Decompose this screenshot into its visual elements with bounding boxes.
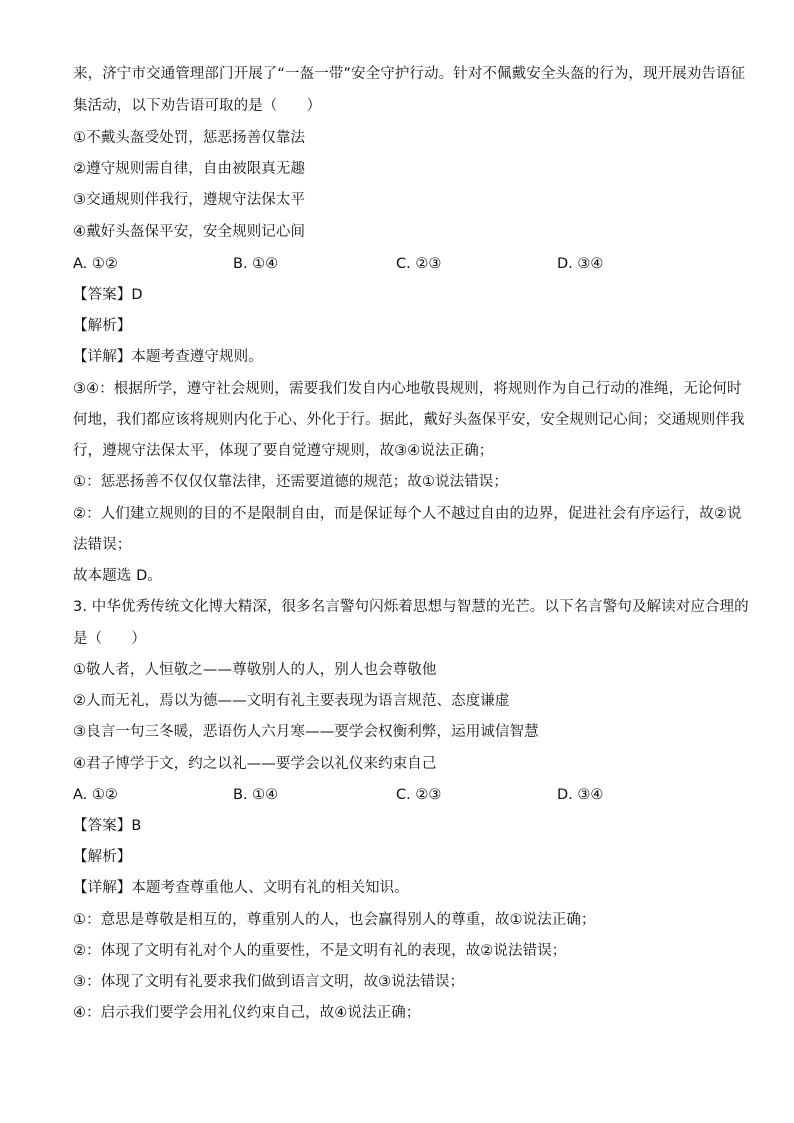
q3-item-2: ②人而无礼，焉以为德——文明有礼主要表现为语言规范、态度谦虚 xyxy=(73,693,510,709)
q3-option-b: B. ①④ xyxy=(233,787,279,803)
q3-item-1: ①敬人者，人恒敬之——尊敬别人的人，别人也会尊敬他 xyxy=(73,662,437,678)
q2-item-1: ①不戴头盔受处罚，惩恶扬善仅靠法 xyxy=(73,130,306,146)
q2-item-3: ③交通规则伴我行，遵规守法保太平 xyxy=(73,192,306,208)
q3-option-c: C. ②③ xyxy=(396,787,442,803)
q3-option-d: D. ③④ xyxy=(557,787,604,803)
q2-detail-line-3: 何地，我们都应该将规则内化于心、外化于行。据此，戴好头盔保平安，安全规则记心间；交通规则伴我 xyxy=(73,412,745,428)
q3-detail-line-5: ④：启示我们要学会用礼仪约束自己，故④说法正确； xyxy=(73,1005,421,1021)
q2-detail-line-8: 故本题选 D。 xyxy=(73,568,162,584)
q2-detail-line-1: 【详解】本题考查遵守规则。 xyxy=(73,349,263,365)
q2-stem-line-1: 来，济宁市交通管理部门开展了“一盔一带”安全守护行动。针对不佩戴安全头盔的行为，现开展劝告语征 xyxy=(73,66,746,82)
q3-item-3: ③良言一句三冬暖，恶语伤人六月寒——要学会权衡利弊，运用诚信智慧 xyxy=(73,724,539,740)
q2-option-d: D. ③④ xyxy=(557,256,604,272)
q2-option-a: A. ①② xyxy=(73,256,118,272)
q2-detail-line-2: ③④：根据所学，遵守社会规则，需要我们发自内心地敬畏规则，将规则作为自己行动的准绳，无论何时 xyxy=(73,381,742,397)
q3-stem-line-2: 是（ ） xyxy=(73,631,146,647)
q2-answer: 【答案】D xyxy=(73,287,143,303)
q2-analysis-label: 【解析】 xyxy=(73,318,132,334)
q2-option-c: C. ②③ xyxy=(396,256,442,272)
q3-answer: 【答案】B xyxy=(73,818,142,834)
q2-option-b: B. ①④ xyxy=(233,256,279,272)
q3-detail-line-1: 【详解】本题考查尊重他人、文明有礼的相关知识。 xyxy=(73,880,409,896)
q2-detail-line-4: 行，遵规守法保太平，体现了要自觉遵守规则，故③④说法正确； xyxy=(73,443,494,459)
q3-detail-line-4: ③：体现了文明有礼要求我们做到语言文明，故③说法错误； xyxy=(73,974,465,990)
q2-item-4: ④戴好头盔保平安，安全规则记心间 xyxy=(73,224,306,240)
q2-detail-line-7: 法错误； xyxy=(73,537,132,553)
q2-item-2: ②遵守规则需自律，自由被限真无趣 xyxy=(73,161,306,177)
q3-detail-line-3: ②：体现了文明有礼对个人的重要性，不是文明有礼的表现，故②说法错误； xyxy=(73,943,567,959)
q3-detail-line-2: ①：意思是尊敬是相互的，尊重别人的人，也会赢得别人的尊重，故①说法正确； xyxy=(73,912,596,928)
q3-option-a: A. ①② xyxy=(73,787,118,803)
q2-stem-line-2: 集活动，以下劝告语可取的是（ ） xyxy=(73,98,322,114)
q3-analysis-label: 【解析】 xyxy=(73,849,132,865)
q3-item-4: ④君子博学于文，约之以礼——要学会以礼仪来约束自己 xyxy=(73,756,437,772)
q2-detail-line-5: ①：惩恶扬善不仅仅仅靠法律，还需要道德的规范；故①说法错误； xyxy=(73,474,508,490)
q2-detail-line-6: ②：人们建立规则的目的不是限制自由，而是保证每个人不越过自由的边界，促进社会有序运行，故②说 xyxy=(73,506,742,522)
q3-stem-line-1: 3. 中华优秀传统文化博大精深，很多名言警句闪烁着思想与智慧的光芒。以下名言警句及解读对应合理的 xyxy=(73,599,749,615)
